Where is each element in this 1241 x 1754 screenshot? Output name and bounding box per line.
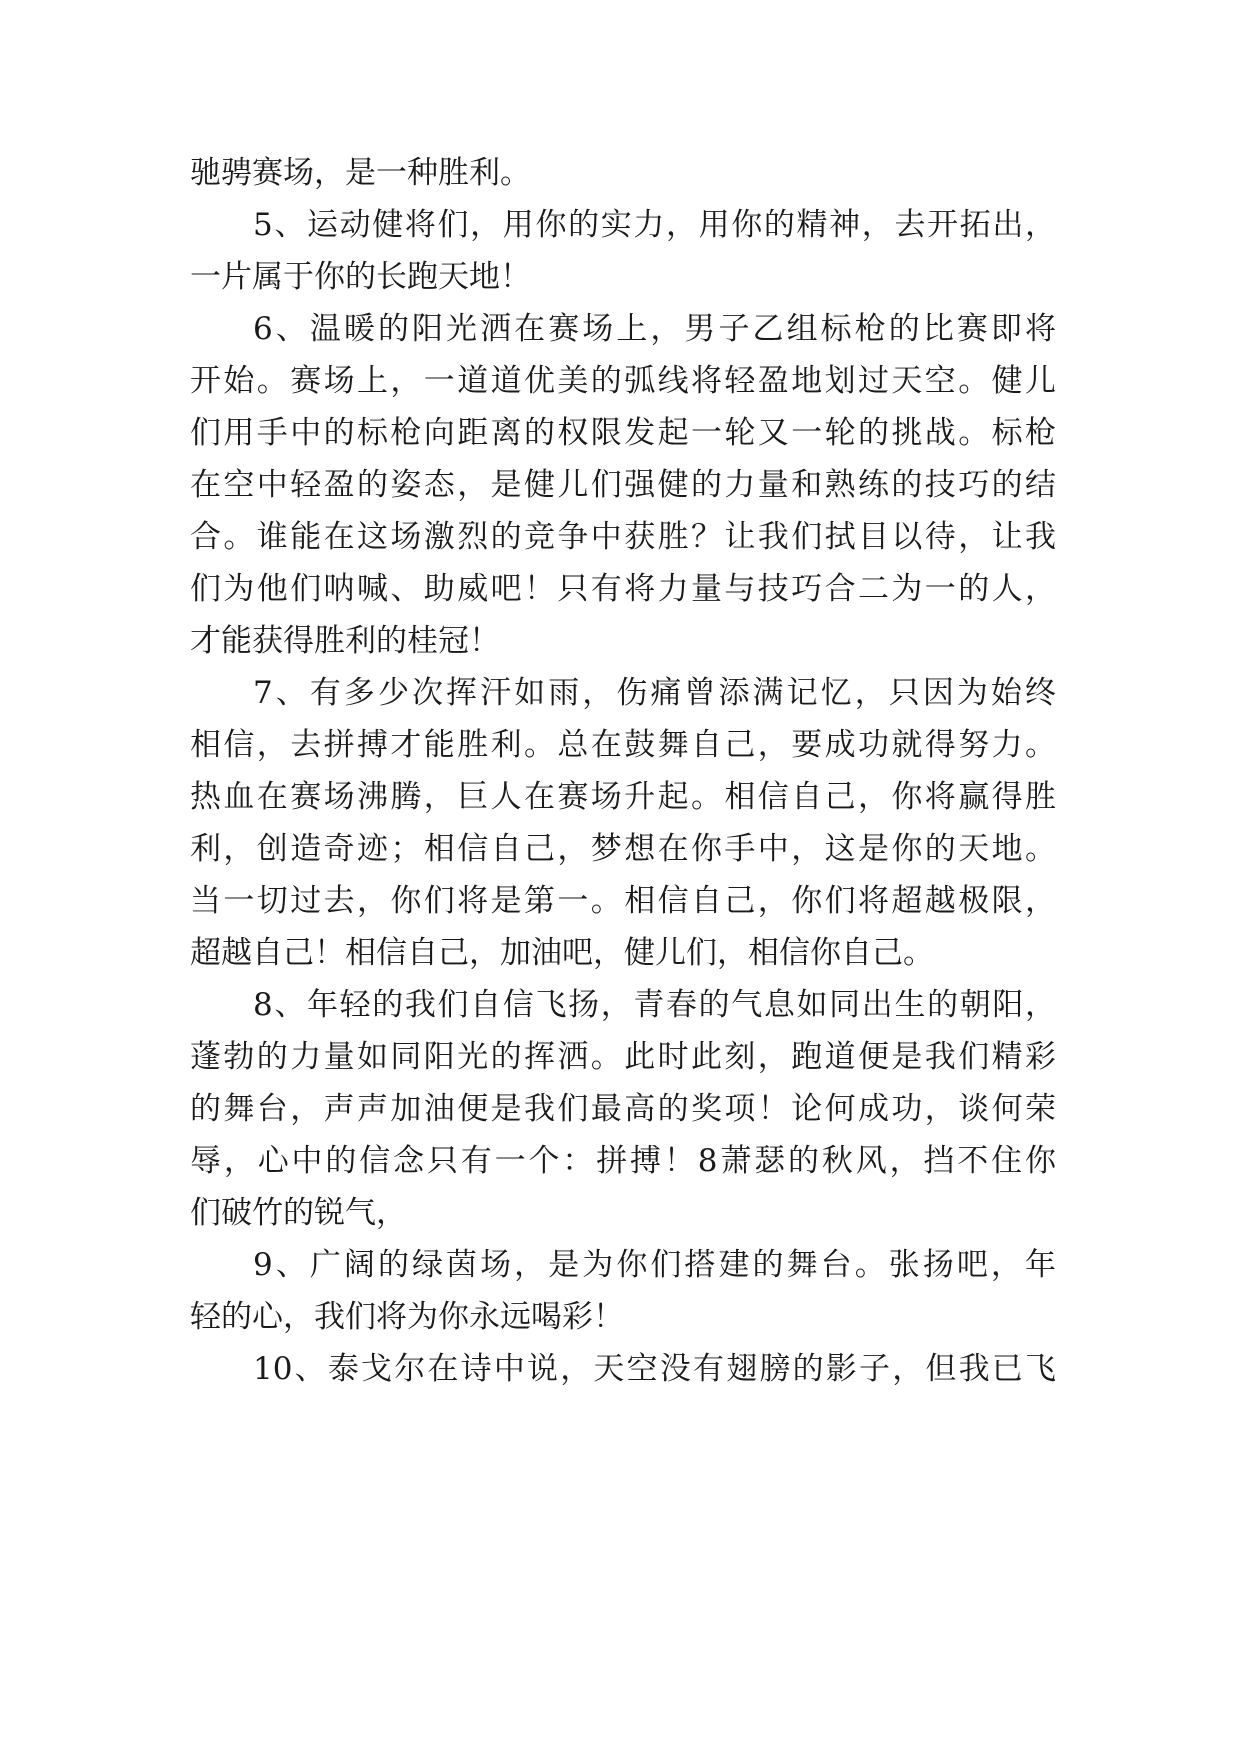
text-line: 们用手中的标枪向距离的权限发起一轮又一轮的挑战。标枪 [190, 415, 1056, 451]
text-line: 们为他们呐喊、助威吧！只有将力量与技巧合二为一的人， [190, 571, 1056, 607]
text-line: 驰骋赛场，是一种胜利。 [190, 155, 531, 191]
paragraph-7-line: 7、有多少次挥汗如雨，伤痛曾添满记忆，只因为始终 [253, 675, 1056, 711]
text-line: 相信，去拼搏才能胜利。总在鼓舞自己，要成功就得努力。 [190, 727, 1056, 763]
paragraph-9-line: 9、广阔的绿茵场，是为你们搭建的舞台。张扬吧，年 [253, 1247, 1056, 1283]
text-line: 热血在赛场沸腾，巨人在赛场升起。相信自己，你将赢得胜 [190, 779, 1056, 815]
text-line: 一片属于你的长跑天地！ [190, 259, 531, 295]
text-line: 辱，心中的信念只有一个：拼搏！8萧瑟的秋风，挡不住你 [190, 1143, 1056, 1179]
text-line: 超越自己！相信自己，加油吧，健儿们，相信你自己。 [190, 935, 934, 971]
paragraph-10-line: 10、泰戈尔在诗中说，天空没有翅膀的影子，但我已飞 [253, 1351, 1056, 1387]
text-line: 们破竹的锐气， [190, 1195, 407, 1231]
text-line: 的舞台，声声加油便是我们最高的奖项！论何成功，谈何荣 [190, 1091, 1056, 1127]
text-line: 蓬勃的力量如同阳光的挥洒。此时此刻，跑道便是我们精彩 [190, 1039, 1056, 1075]
text-line: 合。谁能在这场激烈的竞争中获胜？让我们拭目以待，让我 [190, 519, 1056, 555]
text-line: 才能获得胜利的桂冠！ [190, 623, 500, 659]
text-line: 利，创造奇迹；相信自己，梦想在你手中，这是你的天地。 [190, 831, 1056, 867]
text-line: 开始。赛场上，一道道优美的弧线将轻盈地划过天空。健儿 [190, 363, 1056, 399]
text-line: 轻的心，我们将为你永远喝彩！ [190, 1299, 624, 1335]
text-line: 在空中轻盈的姿态，是健儿们强健的力量和熟练的技巧的结 [190, 467, 1056, 503]
paragraph-6-line: 6、温暖的阳光洒在赛场上，男子乙组标枪的比赛即将 [253, 311, 1056, 347]
paragraph-5-line: 5、运动健将们，用你的实力，用你的精神，去开拓出， [253, 207, 1056, 243]
text-line: 当一切过去，你们将是第一。相信自己，你们将超越极限， [190, 883, 1056, 919]
paragraph-8-line: 8、年轻的我们自信飞扬，青春的气息如同出生的朝阳， [253, 987, 1056, 1023]
